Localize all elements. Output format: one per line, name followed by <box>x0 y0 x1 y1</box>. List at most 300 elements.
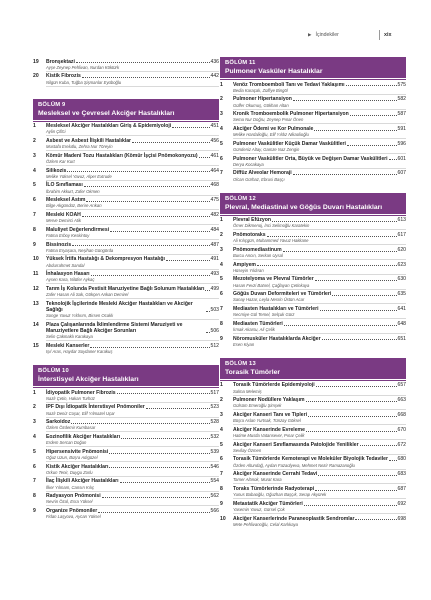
chapter-authors: Tamer Altınok, Murat Kara <box>233 477 406 484</box>
chapter-number: 10 <box>220 515 226 522</box>
toc-entry[interactable] <box>33 138 219 151</box>
entry-body <box>233 397 406 410</box>
entry-body <box>46 478 219 491</box>
toc-entry[interactable] <box>220 111 406 124</box>
entry-body <box>46 419 219 432</box>
chapter-authors: Melike Hardalioğlu, Elif Yıldız Nikaolioğlu <box>233 132 406 139</box>
dot-leader <box>272 221 397 222</box>
chapter-title: Pnömomediastinum <box>233 246 282 253</box>
chapter-number: 4 <box>220 125 223 132</box>
page-ref: 487 <box>210 241 219 248</box>
chapter-authors: Gülfer Okumuş, Gökhan Altan <box>233 103 406 110</box>
chapter-authors: İlker Yılmam, Cansın Kılıç <box>46 485 219 492</box>
page-ref: 499 <box>210 285 219 292</box>
toc-entry[interactable] <box>220 486 406 499</box>
chapter-authors: Esen Kiyan <box>233 341 255 347</box>
toc-entry[interactable] <box>33 197 219 210</box>
dot-leader <box>146 408 210 409</box>
chapter-title: Kömür Madeni Tozu Hastalıkları (Kömür İşçisi Pnömokonyozu) <box>46 152 198 159</box>
toc-entry[interactable] <box>220 232 406 245</box>
entry-body <box>46 73 219 86</box>
chapter-number: 8 <box>220 320 223 327</box>
chapter-title: Torasik Tümörlerde Epidemiyoloji <box>233 382 315 389</box>
chapter-authors: Özden Altundağ, Aydan Fazaülyeva, Mehmet Nezir Ramazanoğlu <box>233 463 406 470</box>
page-ref: 436 <box>210 58 219 65</box>
section-label: BÖLÜM 10 <box>38 367 69 374</box>
page-ref: 591 <box>397 125 406 132</box>
chapter-authors: Melike Yüksel Yavuz, Alper Extrude <box>46 174 219 181</box>
dot-leader <box>109 453 209 454</box>
page-ref: 657 <box>397 382 406 389</box>
section-label: BÖLÜM 9 <box>38 101 66 108</box>
dot-leader <box>172 127 209 128</box>
chapter-title: Mesleki Kanserler <box>46 342 90 349</box>
toc-entry[interactable] <box>220 156 406 169</box>
chapter-authors: Aysen Kara, Nilüfer Aykaç <box>46 277 219 284</box>
chapter-number: 5 <box>220 276 223 283</box>
toc-entry[interactable] <box>33 153 219 166</box>
chapter-number: 4 <box>220 261 223 268</box>
chapter-number: 3 <box>220 246 223 253</box>
chapter-number: 3 <box>33 152 36 159</box>
left-sections <box>33 99 219 521</box>
page-ref: 670 <box>397 426 406 433</box>
chapter-number: 6 <box>220 155 223 162</box>
chapter-authors: Fatma Erboy Keskintoy <box>46 233 219 240</box>
toc-entry[interactable] <box>220 516 406 528</box>
toc-entry[interactable] <box>33 123 219 136</box>
toc-entry[interactable] <box>220 442 406 455</box>
chapter-authors: Ali Kılıçgün, Muhammed Yavuz Hakkane <box>233 238 406 245</box>
toc-entry[interactable] <box>33 390 219 403</box>
chapter-authors: Yunus Babaoğlu, Oğuzhan Başçık, Serap Akyürek <box>233 492 406 499</box>
chapter-number: 7 <box>220 170 223 177</box>
page-ref: 468 <box>210 182 219 189</box>
section-header <box>33 365 219 386</box>
running-header-text: İçindekiler <box>315 32 339 38</box>
chapter-authors: Büşra Aslan Yurtsak, Tünzay Göksel <box>233 418 406 425</box>
page-ref: 523 <box>210 404 219 411</box>
page-ref: 663 <box>397 397 406 404</box>
dot-leader <box>293 100 397 101</box>
dot-leader <box>102 497 210 498</box>
chapter-number: 10 <box>33 256 39 263</box>
page-ref: 613 <box>397 217 406 224</box>
dot-leader <box>110 231 209 232</box>
page-ref: 539 <box>210 448 219 455</box>
dot-leader <box>91 275 210 276</box>
dot-leader <box>314 130 396 131</box>
chapter-number: 4 <box>220 426 223 433</box>
dot-leader <box>389 159 397 160</box>
section-title[interactable]: Mesleksel ve Çevresel Akciğer Hastalıkları <box>38 109 175 117</box>
chapter-authors: Fatma Eryaşara, Neşihan Güngörda <box>46 248 219 255</box>
chapter-title: Metastatik Akciğer Tümörleri <box>233 500 303 507</box>
entry-body <box>46 434 219 447</box>
toc-entry[interactable] <box>220 96 406 109</box>
chapter-number: 4 <box>33 433 36 440</box>
section-title[interactable]: Torasik Tümörler <box>225 368 281 376</box>
entry-body <box>46 301 219 320</box>
chapter-authors: Hatime Mustla Vatansever, Pınar Çelik <box>233 433 406 440</box>
chapter-authors: Işıl Aras, Haydar Soydaner Karakuş <box>46 348 113 354</box>
chapter-authors: Ayşe Zeynep Pehlivan, Nurdan Köktürk <box>46 65 219 72</box>
toc-entry[interactable] <box>33 271 219 284</box>
chapter-authors: Aylin Çiftci <box>46 129 219 136</box>
toc-entry[interactable] <box>33 168 219 181</box>
toc-entry[interactable] <box>220 141 406 154</box>
page-ref: 680 <box>397 456 406 463</box>
entry-body <box>233 486 406 499</box>
chapter-authors: Songe Yavuz Yıldırım, Birsen Ocaklı <box>46 313 219 320</box>
toc-entry[interactable] <box>220 397 406 410</box>
entry-body <box>233 382 406 395</box>
toc-entry[interactable] <box>33 242 219 255</box>
chapter-title: Plaza Çalışanlarında İklimlendirme Sistemi Maruziyeti ve Maruziyetlere Bağlı Akciğer Sorunları <box>46 321 183 334</box>
chapter-title: Göğüs Duvarı Deformiteleri ve Tümörleri <box>233 291 332 298</box>
dot-leader <box>347 145 397 146</box>
chapter-title: Mediasten Tümörleri <box>233 320 283 327</box>
chapter-authors: Bilge Akgündüz, Berire Arıkan <box>46 203 219 210</box>
page-ref: 491 <box>210 256 219 263</box>
chapter-title: Diffüz Alveolar Hemoraji <box>233 170 292 177</box>
toc-entry[interactable] <box>220 456 406 469</box>
entry-title-row <box>46 322 219 334</box>
entry-body <box>46 256 219 269</box>
page-ref: 607 <box>397 170 406 177</box>
section-label: BÖLÜM 13 <box>225 360 256 367</box>
chapter-number: 15 <box>33 342 39 349</box>
chapter-title: Akciğer Kanserinde Cerrahi Tedavi <box>233 471 318 478</box>
entry-body <box>233 501 406 514</box>
page-ref: 651 <box>397 335 406 342</box>
toc-entry[interactable] <box>220 247 406 260</box>
page-ref: 546 <box>210 463 219 470</box>
chapter-number: 9 <box>220 500 223 507</box>
section-title[interactable]: İnterstisyel Akciğer Hastalıkları <box>38 375 139 383</box>
toc-entry[interactable] <box>220 471 406 484</box>
chapter-number: 5 <box>220 140 223 147</box>
chapter-authors: Gündeniz Altay, Gamze Naz Zengin <box>233 147 406 154</box>
entry-body <box>46 212 219 225</box>
section-rule <box>33 387 219 388</box>
dot-leader <box>67 171 209 172</box>
entry-body <box>233 170 406 182</box>
chapter-title: Plevral Efüzyon <box>233 217 271 224</box>
chapter-number: 3 <box>33 419 36 426</box>
entry-body <box>46 390 219 403</box>
toc-entry[interactable] <box>220 276 406 289</box>
entry-body <box>233 96 406 109</box>
dot-leader <box>205 290 209 291</box>
toc-entry[interactable] <box>220 336 406 348</box>
chapter-number: 12 <box>33 285 39 292</box>
header-divider <box>379 30 380 40</box>
dot-leader <box>166 260 210 261</box>
toc-entry[interactable] <box>220 170 406 182</box>
chapter-title: Venöz Tromboemboli Tanı ve Tedavi Yaklaşımı <box>233 81 345 88</box>
toc-continuation <box>33 59 219 87</box>
section-label: BÖLÜM 11 <box>225 60 256 66</box>
page-ref: 475 <box>210 197 219 204</box>
chapter-title: Ampiyem <box>233 261 256 268</box>
page-ref: 464 <box>210 167 219 174</box>
chapter-title: Tarım İş Kolunda Pestisit Maruziyetine Bağlı Solunum Hastalıkları <box>46 285 205 292</box>
entry-body <box>46 322 219 341</box>
chapter-title: Asbest ve Asbest İlişkili Hastalıklar <box>46 137 132 144</box>
dot-leader <box>350 115 397 116</box>
chapter-number: 5 <box>33 448 36 455</box>
chapter-authors: İbrahim Akkurt, Zafer Okmen <box>46 189 219 196</box>
chapter-title: İdiyopatik Pulmoner Fibrozis <box>46 389 116 396</box>
toc-right-column <box>220 57 406 538</box>
dot-leader <box>389 460 397 461</box>
toc-entry[interactable] <box>33 59 219 72</box>
toc-entry[interactable] <box>220 306 406 319</box>
toc-entry[interactable] <box>33 449 219 462</box>
chapter-authors: Sevilay Özmen <box>233 448 406 455</box>
chapter-title: Nöromusküler Hastalıklarda Akciğer <box>233 335 321 342</box>
chapter-title: Organize Pnömoniler <box>46 507 98 514</box>
dot-leader <box>316 386 397 387</box>
chapter-number: 7 <box>220 305 223 312</box>
dot-leader <box>257 265 397 266</box>
chapter-number: 14 <box>33 321 39 328</box>
toc-entry[interactable] <box>33 419 219 432</box>
chapter-title: IPF Dışı İdiopatik İnterstisyel Pnömoniler <box>46 404 145 411</box>
chapter-title: Sarkoidoz <box>46 419 71 426</box>
toc-entry[interactable] <box>220 501 406 514</box>
chapter-number: 5 <box>220 441 223 448</box>
page-ref: 517 <box>210 389 219 396</box>
page-ref: 617 <box>397 231 406 238</box>
toc-entry[interactable] <box>220 217 406 230</box>
chapter-title: Maluliyet Değerlendirmesi <box>46 226 110 233</box>
chapter-number: 1 <box>220 81 223 88</box>
toc-entry[interactable] <box>220 427 406 440</box>
section-title[interactable]: Plevral, Mediastinal ve Göğüs Duvarı Hastalıkları <box>225 203 383 211</box>
entry-body <box>233 321 406 334</box>
page-ref: 503 <box>210 306 219 313</box>
dot-leader <box>306 401 397 402</box>
page-ref: 623 <box>397 261 406 268</box>
page-ref: 620 <box>397 246 406 253</box>
toc-entry[interactable] <box>33 343 219 355</box>
chapter-authors: Nazlı Çetin, Hakan Turhüz <box>46 396 219 403</box>
chapter-authors: Orkun Tenir, Duygu Zorlu <box>46 470 219 477</box>
toc-section <box>220 57 406 183</box>
chapter-title: Radyasyon Pnömonisi <box>46 493 101 500</box>
dot-leader <box>82 77 210 78</box>
chapter-authors: Merve Demirci Atik <box>46 218 219 225</box>
chapter-number: 1 <box>33 123 36 130</box>
chapter-number: 5 <box>33 182 36 189</box>
chapter-title: Yüksek İrtifa Hastalığı & Dekompresyon Hastalığı <box>46 256 165 263</box>
chapter-authors: Zafer Hasan Ali Sak, Gökçen Ankan Demirel <box>46 292 219 299</box>
chapter-title: Mezotelyoma ve Plevral Tümörler <box>233 276 314 283</box>
dot-leader <box>90 347 209 348</box>
dot-leader <box>117 393 210 394</box>
toc-entry[interactable] <box>33 182 219 195</box>
chapter-title: Teknolojik İşçilerinde Mesleki Akciğer Hastalıkları ve Akciğer Sağlığı <box>46 300 193 313</box>
chapter-number: 6 <box>33 463 36 470</box>
page-ref: 596 <box>397 140 406 147</box>
right-sections <box>220 57 406 528</box>
entry-body <box>233 156 406 169</box>
toc-entry[interactable] <box>33 478 219 491</box>
toc-entry[interactable] <box>220 321 406 334</box>
chapter-number: 3 <box>220 411 223 418</box>
entry-body <box>233 217 406 230</box>
chapter-authors: Abdurrahmet Sandal <box>46 263 219 270</box>
chapter-authors: Derya Kocakaya <box>233 162 406 169</box>
section-header <box>33 99 219 120</box>
chapter-authors: İrmak Akarsu, Ali Çelik <box>233 327 406 334</box>
entry-body <box>233 412 406 425</box>
dot-leader <box>283 251 397 252</box>
chapter-title: Kronik Tromboembolik Pulmoner Hipertansiyon <box>233 111 349 118</box>
toc-entry[interactable] <box>33 73 219 86</box>
chapter-authors: Nilgün Kuba, Tuğba Şişmanlar Eyüboğlu <box>46 80 219 87</box>
page-ref: 648 <box>397 320 406 327</box>
toc-section <box>33 365 219 520</box>
page-ref: 683 <box>397 471 406 478</box>
toc-entry[interactable] <box>33 227 219 240</box>
toc-entry[interactable] <box>220 382 406 395</box>
chapter-number: 6 <box>33 197 36 204</box>
page-ref: 635 <box>397 291 406 298</box>
entry-body <box>233 471 406 484</box>
entry-body <box>233 306 406 319</box>
toc-left-column <box>33 57 219 530</box>
dot-leader <box>315 490 396 491</box>
chapter-number: 2 <box>220 96 223 103</box>
toc-entry[interactable] <box>33 434 219 447</box>
toc-entry[interactable] <box>33 322 219 341</box>
chapter-title: Pulmoner Vaskülitler Orta, Büyük ve Değişen Damar Vaskülitleri <box>233 155 388 162</box>
page-header <box>0 0 431 46</box>
toc-entry[interactable] <box>33 301 219 320</box>
entry-body <box>233 427 406 440</box>
entry-body <box>233 111 406 124</box>
chapter-authors: Özlem Özdemir Kumbasar <box>46 425 219 432</box>
page-number: xix <box>384 32 392 38</box>
page-ref: 562 <box>210 493 219 500</box>
dot-leader <box>308 416 397 417</box>
page-ref: 532 <box>210 433 219 440</box>
chapter-number: 1 <box>220 217 223 224</box>
toc-entry[interactable] <box>33 493 219 506</box>
toc-entry[interactable] <box>220 262 406 275</box>
toc-entry[interactable] <box>33 404 219 417</box>
page-ref: 687 <box>397 485 406 492</box>
chapter-title: Silikozis <box>46 167 67 174</box>
dot-leader <box>84 186 210 187</box>
chapter-title: Akciğer Ödemi ve Kor Pulmonale <box>233 125 314 132</box>
toc-entry[interactable] <box>33 212 219 225</box>
dot-leader <box>293 174 397 175</box>
section-rule <box>220 380 406 381</box>
section-label: BÖLÜM 12 <box>225 195 256 202</box>
chapter-number: 20 <box>33 73 39 80</box>
chapter-title: Torasik Tümörlerde Kemoterapi ve Moleküler Biyolojik Tedaviler <box>233 456 388 463</box>
toc-entry[interactable] <box>33 464 219 477</box>
chapter-number: 2 <box>33 137 36 144</box>
dot-leader <box>82 216 210 217</box>
section-rule <box>220 215 406 216</box>
chapter-title: Kistik Fibrozis <box>46 73 81 80</box>
chapter-authors: Nevrin Özal, Esra Yüksel <box>46 499 219 506</box>
page-ref: 630 <box>397 276 406 283</box>
chapter-number: 7 <box>33 478 36 485</box>
section-title[interactable]: Pulmoner Vasküler Hastalıklar <box>225 68 323 75</box>
page-ref: 672 <box>397 441 406 448</box>
chapter-title: İlaç İlişkili Akciğer Hastalıkları <box>46 478 119 485</box>
page-ref: 554 <box>210 478 219 485</box>
toc-entry[interactable] <box>220 412 406 425</box>
chapter-number: 9 <box>33 241 36 248</box>
entry-body <box>46 138 219 151</box>
page-ref: 641 <box>397 305 406 312</box>
toc-entry[interactable] <box>220 126 406 139</box>
entry-title-row <box>46 301 219 313</box>
section-header <box>220 358 406 379</box>
chapter-title: Akciğer Kanserlerinde Paraneoplastik Sendromlar <box>233 515 355 522</box>
chapter-title: Mesleksel Astım <box>46 197 86 204</box>
entry-body <box>46 286 219 299</box>
dot-leader <box>306 431 397 432</box>
dot-leader <box>355 519 396 520</box>
chapter-authors: Yasemin Yavuz, Gürsel Çok <box>233 507 406 514</box>
page-ref: 575 <box>397 81 406 88</box>
toc-entry[interactable] <box>33 286 219 299</box>
toc-entry[interactable] <box>33 508 219 520</box>
dot-leader <box>76 62 210 63</box>
dot-leader <box>109 467 209 468</box>
chapter-title: Bronşektazi <box>46 58 75 65</box>
section-header <box>220 57 406 78</box>
chapter-title: Akciğer Kanserinde Evreleme <box>233 426 305 433</box>
chapter-authors: Bedia Karaçalı, Zülfiye Bingöl <box>233 88 406 95</box>
chapter-number: 6 <box>220 456 223 463</box>
dot-leader <box>304 505 397 506</box>
chapter-number: 3 <box>220 111 223 118</box>
chapter-authors: Selin Çakmaklı Karakaya <box>46 334 219 341</box>
entry-body <box>233 276 406 289</box>
chapter-authors: Oğuz Uzun, Büşra Adıgüzel <box>46 455 219 462</box>
chapter-number: 1 <box>220 382 223 389</box>
chapter-number: 8 <box>220 485 223 492</box>
entry-body <box>46 242 219 255</box>
chapter-number: 6 <box>220 291 223 298</box>
running-header <box>308 32 339 38</box>
entry-body <box>233 247 406 260</box>
page-ref: 506 <box>210 327 219 334</box>
dot-leader <box>86 201 209 202</box>
entry-body <box>46 493 219 506</box>
page-ref: 484 <box>210 226 219 233</box>
dot-leader <box>332 295 396 296</box>
toc-entry[interactable] <box>33 256 219 269</box>
chapter-title: Toraks Tümörlerinde Radyoterapi <box>233 485 315 492</box>
chapter-title: Kistik Akciğer Hastalıkları <box>46 463 109 470</box>
toc-entry[interactable] <box>220 291 406 304</box>
toc-entry[interactable] <box>220 82 406 95</box>
chapter-authors: Olcan Gürhaz, Ebrusi Başçı <box>233 176 285 182</box>
chapter-authors: Özlem Kar Kurt <box>46 159 219 166</box>
dot-leader <box>121 438 210 439</box>
chapter-authors: Mustafa Erelutlu, Zehra Nur Töreyin <box>46 144 219 151</box>
